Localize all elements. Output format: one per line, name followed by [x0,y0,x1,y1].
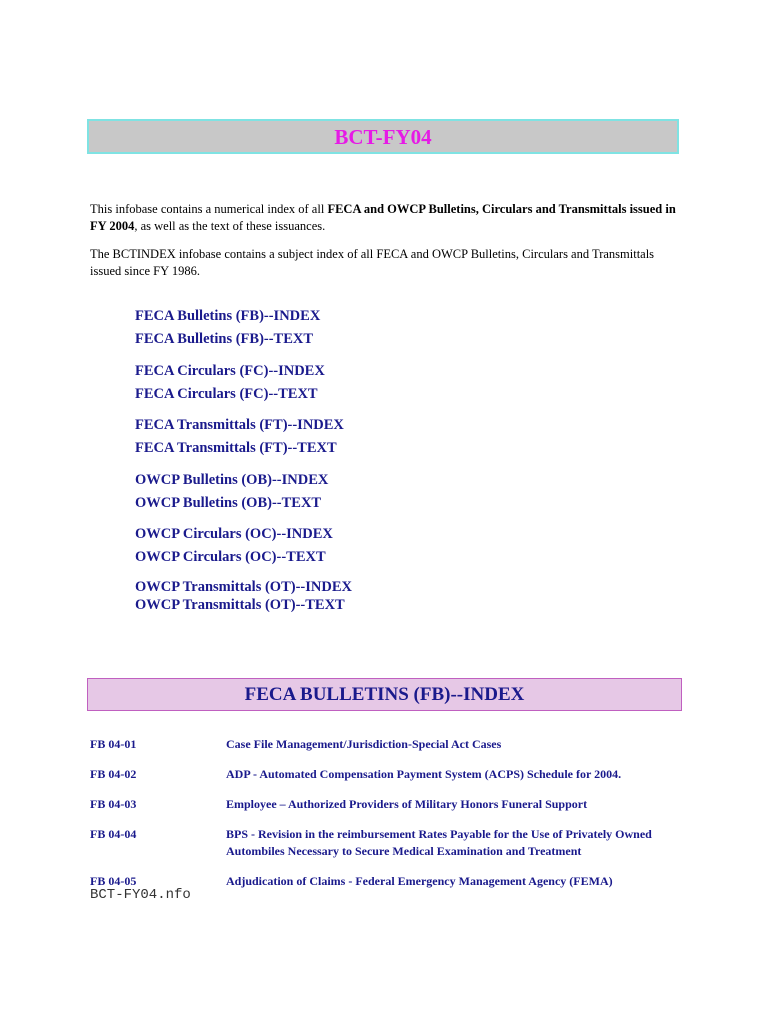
bulletin-code: FB 04-02 [90,767,137,781]
bulletin-title: ADP - Automated Compensation Payment System (ACPS) Schedule for 2004. [226,767,622,781]
link-group-owcp-transmittals [135,578,352,614]
intro-text-bold: FECA and OWCP Bulletins, Circulars and Transmittals issued in FY 2004 [90,202,676,233]
link-feca-circulars-text[interactable]: FECA Circulars (FC)--TEXT [135,386,318,402]
link-group-feca-bulletins [135,305,320,351]
link-owcp-bulletins-index[interactable]: OWCP Bulletins (OB)--INDEX [135,472,329,488]
intro-text-post: , as well as the text of these issuances. [134,219,326,233]
link-feca-circulars-index[interactable]: FECA Circulars (FC)--INDEX [135,363,325,379]
link-owcp-circulars-index[interactable]: OWCP Circulars (OC)--INDEX [135,526,333,542]
bulletin-code: FB 04-01 [90,737,137,751]
link-owcp-transmittals-index[interactable]: OWCP Transmittals (OT)--INDEX [135,579,352,595]
bulletin-code: FB 04-04 [90,827,137,841]
link-group-feca-circulars [135,360,325,406]
bulletin-title: Adjudication of Claims - Federal Emergency Management Agency (FEMA) [226,874,613,888]
link-owcp-circulars-text[interactable]: OWCP Circulars (OC)--TEXT [135,549,326,565]
intro-paragraph-2: The BCTINDEX infobase contains a subject index of all FECA and OWCP Bulletins, Circulars and Transmittals issued since FY 1986. [90,247,655,278]
link-owcp-bulletins-text[interactable]: OWCP Bulletins (OB)--TEXT [135,495,322,511]
intro-paragraph-1 [90,201,680,235]
title-banner [87,119,679,154]
link-group-feca-transmittals [135,414,344,460]
link-group-owcp-circulars [135,523,333,569]
link-feca-bulletins-text[interactable]: FECA Bulletins (FB)--TEXT [135,331,314,347]
intro-text-pre: This infobase contains a numerical index of all [90,202,328,216]
link-group-owcp-bulletins [135,469,328,515]
link-owcp-transmittals-text[interactable]: OWCP Transmittals (OT)--TEXT [135,597,345,613]
bulletin-title: Employee – Authorized Providers of Military Honors Funeral Support [226,797,588,811]
bulletin-title: Case File Management/Jurisdiction-Special Act Cases [226,737,502,751]
bulletin-code: FB 04-03 [90,797,137,811]
bulletin-code: FB 04-05 [90,874,137,888]
section-title: FECA BULLETINS (FB)--INDEX [244,684,525,705]
bulletin-title: BPS - Revision in the reimbursement Rates Payable for the Use of Privately Owned Autombiles Necessary to Secure Medical Examination and Treatment [226,827,652,858]
link-feca-bulletins-index[interactable]: FECA Bulletins (FB)--INDEX [135,308,321,324]
link-feca-transmittals-text[interactable]: FECA Transmittals (FT)--TEXT [135,440,337,456]
link-feca-transmittals-index[interactable]: FECA Transmittals (FT)--INDEX [135,417,344,433]
footer-filename: BCT-FY04.nfo [90,887,191,903]
section-banner [87,678,682,711]
page-title: BCT-FY04 [334,125,432,149]
